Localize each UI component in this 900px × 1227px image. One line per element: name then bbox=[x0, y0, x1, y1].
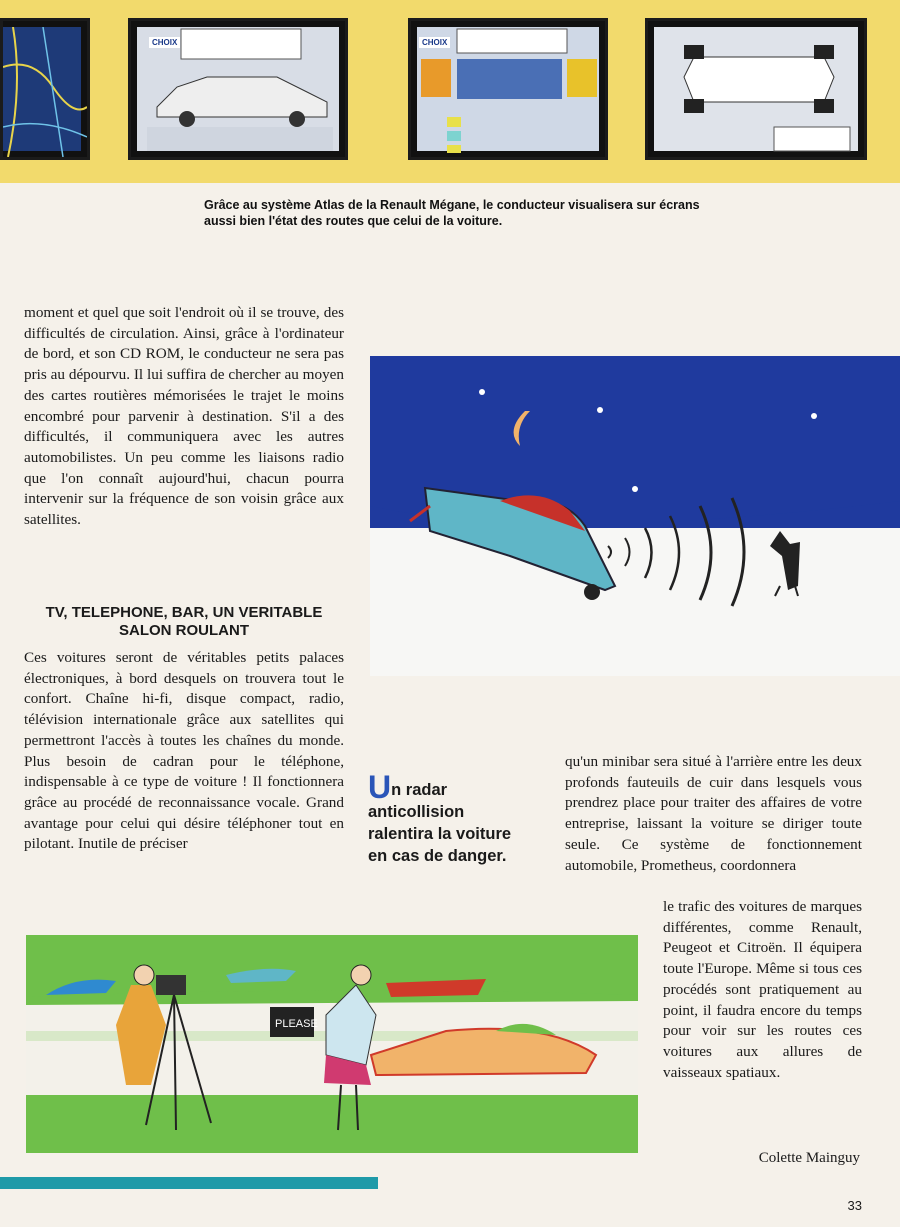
screen-car-side bbox=[128, 18, 348, 160]
paragraph: moment et quel que soit l'endroit où il se trouve, des difficultés de circulation. Ainsi, grâce à l'ordinateur de bord, et son CD ROM, le conducteur ne sera pas pris au dépourvu. Il lui suffira de chercher au moyen des cartes routières mémorisées le trajet le moins encombré pour parvenir à destination. S'il a des difficultés, il communiquera avec les autres automobilistes. Un peu comme les liaisons radio que l'on connaît aujourd'hui, chacun pourra intervenir sur la fréquence de son voisin grâce aux satellites. bbox=[24, 304, 344, 529]
right-column-bottom bbox=[663, 897, 862, 1083]
screen-choice-label-2: CHOIX bbox=[419, 37, 450, 48]
screen-car-top bbox=[645, 18, 867, 160]
clapper-text: PLEASE bbox=[275, 1018, 318, 1030]
car-top-graphic bbox=[654, 27, 862, 155]
page-number: 33 bbox=[847, 1198, 862, 1213]
accent-bar bbox=[0, 1177, 378, 1189]
screen-map bbox=[0, 18, 90, 160]
screenshot-strip bbox=[0, 0, 900, 183]
paragraph: qu'un minibar sera situé à l'arrière entre les deux profonds fauteuils de cuir dans lesquels vous prendrez place pour traiter des affaires de votre entreprise, laissant la voiture se diriger toute seule. Ce système de fonctionnement automobile, Prometheus, coordonnera bbox=[565, 753, 862, 874]
left-column-top bbox=[24, 303, 344, 531]
left-column-bottom bbox=[24, 648, 344, 855]
radar-car-graphic bbox=[370, 356, 900, 676]
figure-caption: Grâce au système Atlas de la Renault Mégane, le conducteur visualisera sur écrans aussi bien l'état des routes que celui de la voiture. bbox=[204, 198, 700, 228]
film-set-graphic bbox=[26, 935, 638, 1153]
screen-dashboard bbox=[408, 18, 608, 160]
pull-quote-text: n radar anticollision ralentira la voiture en cas de danger. bbox=[368, 781, 512, 865]
illustration-radar-car bbox=[370, 356, 900, 676]
map-graphic bbox=[3, 27, 87, 157]
pull-quote bbox=[368, 769, 518, 867]
paragraph: le trafic des voitures de marques différentes, comme Renault, Peugeot et Citroën. Il équipera toute l'Europe. Même si tous ces procédés sont pratiquement au point, il faudra encore du temps pour voir sur les routes ces voitures aux allures de vaisseaux spatiaux. bbox=[663, 898, 862, 1081]
right-column-top bbox=[565, 752, 862, 876]
screen-choice-label: CHOIX bbox=[149, 37, 180, 48]
paragraph: Ces voitures seront de véritables petits palaces électroniques, à bord desquels on trouvera tout le confort. Chaîne hi-fi, disque compact, radio, télévision internationale grâce aux satellites qui permettront l'accès à toutes les chaînes du monde. Plus besoin de cadran pour le téléphone, indispensable à ce type de voiture ! Il fonctionnera grâce au procédé de reconnaissance vocale. Grand avantage pour celui qui désire téléphoner tout en pilotant. Inutile de préciser bbox=[24, 649, 344, 853]
illustration-film-set bbox=[26, 935, 638, 1153]
author-signature: Colette Mainguy bbox=[758, 1150, 860, 1166]
section-heading: TV, TELEPHONE, BAR, UN VERITABLE SALON ROULANT bbox=[45, 604, 323, 639]
pull-quote-initial: U bbox=[368, 769, 392, 805]
